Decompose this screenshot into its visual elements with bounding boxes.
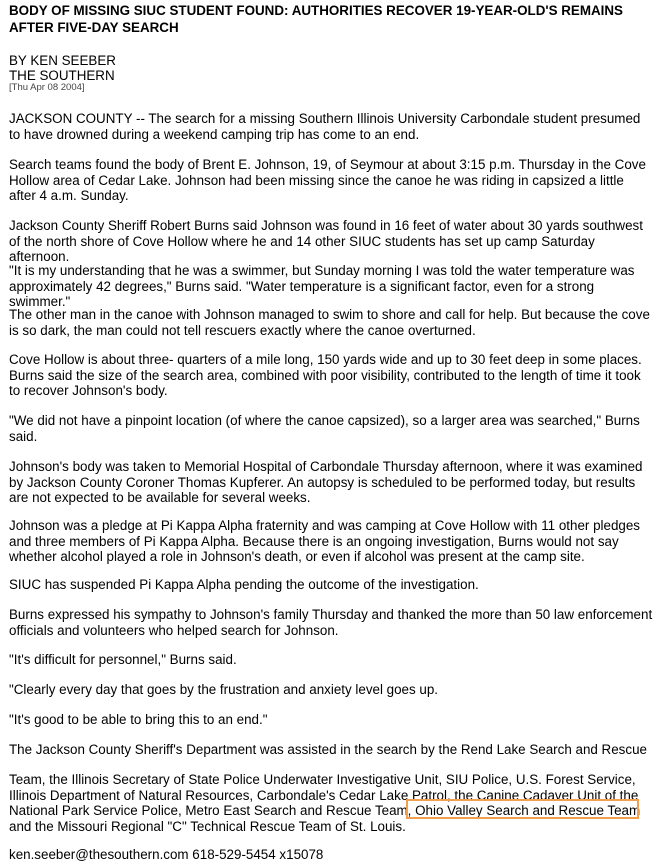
paragraph: "We did not have a pinpoint location (of where the canoe capsized), so a larger area was searched," Burns said. (9, 413, 640, 444)
paragraph: JACKSON COUNTY -- The search for a missing Southern Illinois University Carbondale student presumed to have drowned during a weekend camping trip has come to an end. (9, 111, 641, 142)
byline-author: BY KEN SEEBER (9, 53, 116, 68)
byline-publication: THE SOUTHERN (9, 68, 115, 83)
contact-line: ken.seeber@thesouthern.com 618-529-5454 x15078 (9, 847, 324, 862)
paragraph: "It's difficult for personnel," Burns said. (9, 652, 237, 667)
paragraph: Johnson was a pledge at Pi Kappa Alpha fraternity and was camping at Cove Hollow with 11 other pledges and three members of Pi Kappa Alpha. Because there is an ongoing investigation, Burns would not say whether alcohol played a role in Johnson's death, or even if alcohol was present at the camp site. (9, 518, 640, 565)
headline: BODY OF MISSING SIUC STUDENT FOUND: AUTHORITIES RECOVER 19-YEAR-OLD'S REMAINS AFTER FIVE-DAY SEARCH (9, 3, 623, 35)
paragraph: Jackson County Sheriff Robert Burns said Johnson was found in 16 feet of water about 30 yards southwest of the north shore of Cove Hollow where he and 14 other SIUC students has set up camp Saturday afternoon. (9, 218, 643, 265)
highlight-box (406, 799, 639, 819)
paragraph: Search teams found the body of Brent E. Johnson, 19, of Seymour at about 3:15 p.m. Thursday in the Cove Hollow area of Cedar Lake. Johnson had been missing since the canoe he was riding in capsized a little after 4 a.m. Sunday. (9, 157, 646, 204)
paragraph: Johnson's body was taken to Memorial Hospital of Carbondale Thursday afternoon, where it was examined by Jackson County Coroner Thomas Kupferer. An autopsy is scheduled to be performed today, but results are not expected to be available for several weeks. (9, 459, 643, 506)
publish-date: [Thu Apr 08 2004] (9, 82, 85, 93)
paragraph: Burns expressed his sympathy to Johnson's family Thursday and thanked the more than 50 law enforcement officials and volunteers who helped search for Johnson. (9, 607, 653, 638)
paragraph: Team, the Illinois Secretary of State Police Underwater Investigative Unit, SIU Police, U.S. Forest Service, Illinois Department of Natural Resources, Carbondale's Cedar Lake Patrol, the Canine Cadaver Unit of the National Park Service Police, Metro East Search and Rescue Team, Ohio Valley Search and Rescue Team and the Missouri Regional "C" Technical Rescue Team of St. Louis. (9, 772, 641, 834)
paragraph: "Clearly every day that goes by the frustration and anxiety level goes up. (9, 682, 439, 697)
byline (9, 53, 116, 83)
paragraph: "It is my understanding that he was a swimmer, but Sunday morning I was told the water temperature was approximately 42 degrees," Burns said. "Water temperature is a significant factor, even for a strong swimmer." (9, 263, 635, 310)
paragraph: The Jackson County Sheriff's Department was assisted in the search by the Rend Lake Search and Rescue (9, 742, 647, 757)
paragraph: Cove Hollow is about three- quarters of a mile long, 150 yards wide and up to 30 feet deep in some places. Burns said the size of the search area, combined with poor visibility, contributed to the length of time it took to recover Johnson's body. (9, 352, 642, 399)
paragraph: SIUC has suspended Pi Kappa Alpha pending the outcome of the investigation. (9, 577, 479, 592)
paragraph: "It's good to be able to bring this to an end." (9, 712, 268, 727)
paragraph: The other man in the canoe with Johnson managed to swim to shore and call for help. But because the cove is so dark, the man could not tell rescuers exactly where the canoe overturned. (9, 307, 650, 338)
